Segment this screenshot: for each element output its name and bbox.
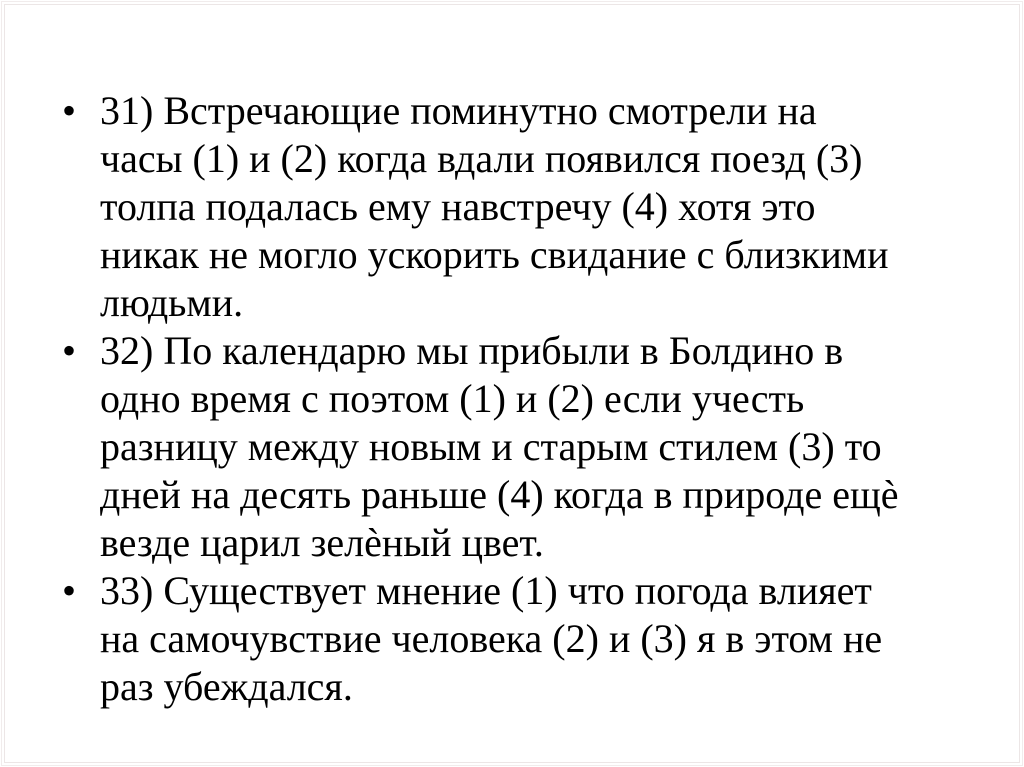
text-line: толпа подалась ему навстречу (4) хотя это — [100, 184, 816, 229]
text-line: 31) Встречающие поминутно смотрели на — [100, 88, 817, 133]
text-line: везде царил зелѐный цвет. — [100, 520, 544, 565]
bullet-item-32 — [0, 327, 1024, 567]
bullet-text-block — [100, 567, 1024, 711]
text-line: раз убеждался. — [100, 664, 353, 709]
bullet-text-block — [100, 327, 1024, 567]
text-line: 33) Существует мнение (1) что погода влияет — [100, 568, 872, 613]
text-line: часы (1) и (2) когда вдали появился поезд (3) — [100, 136, 863, 181]
bullet-icon: • — [62, 568, 77, 613]
bullet-text-block — [100, 87, 1024, 327]
text-line: разницу между новым и старым стилем (3) то — [100, 424, 882, 469]
slide-body-text — [0, 87, 1024, 711]
text-line: никак не могло ускорить свидание с близкими — [100, 232, 889, 277]
text-line: людьми. — [100, 280, 244, 325]
bullet-icon: • — [62, 328, 77, 373]
bullet-icon: • — [62, 88, 77, 133]
text-line: на самочувствие человека (2) и (3) я в этом не — [100, 616, 883, 661]
text-line: дней на десять раньше (4) когда в природе ещѐ — [100, 472, 899, 517]
text-line: 32) По календарю мы прибыли в Болдино в — [100, 328, 844, 373]
bullet-item-33 — [0, 567, 1024, 711]
bullet-item-31 — [0, 87, 1024, 327]
text-line: одно время с поэтом (1) и (2) если учесть — [100, 376, 805, 421]
